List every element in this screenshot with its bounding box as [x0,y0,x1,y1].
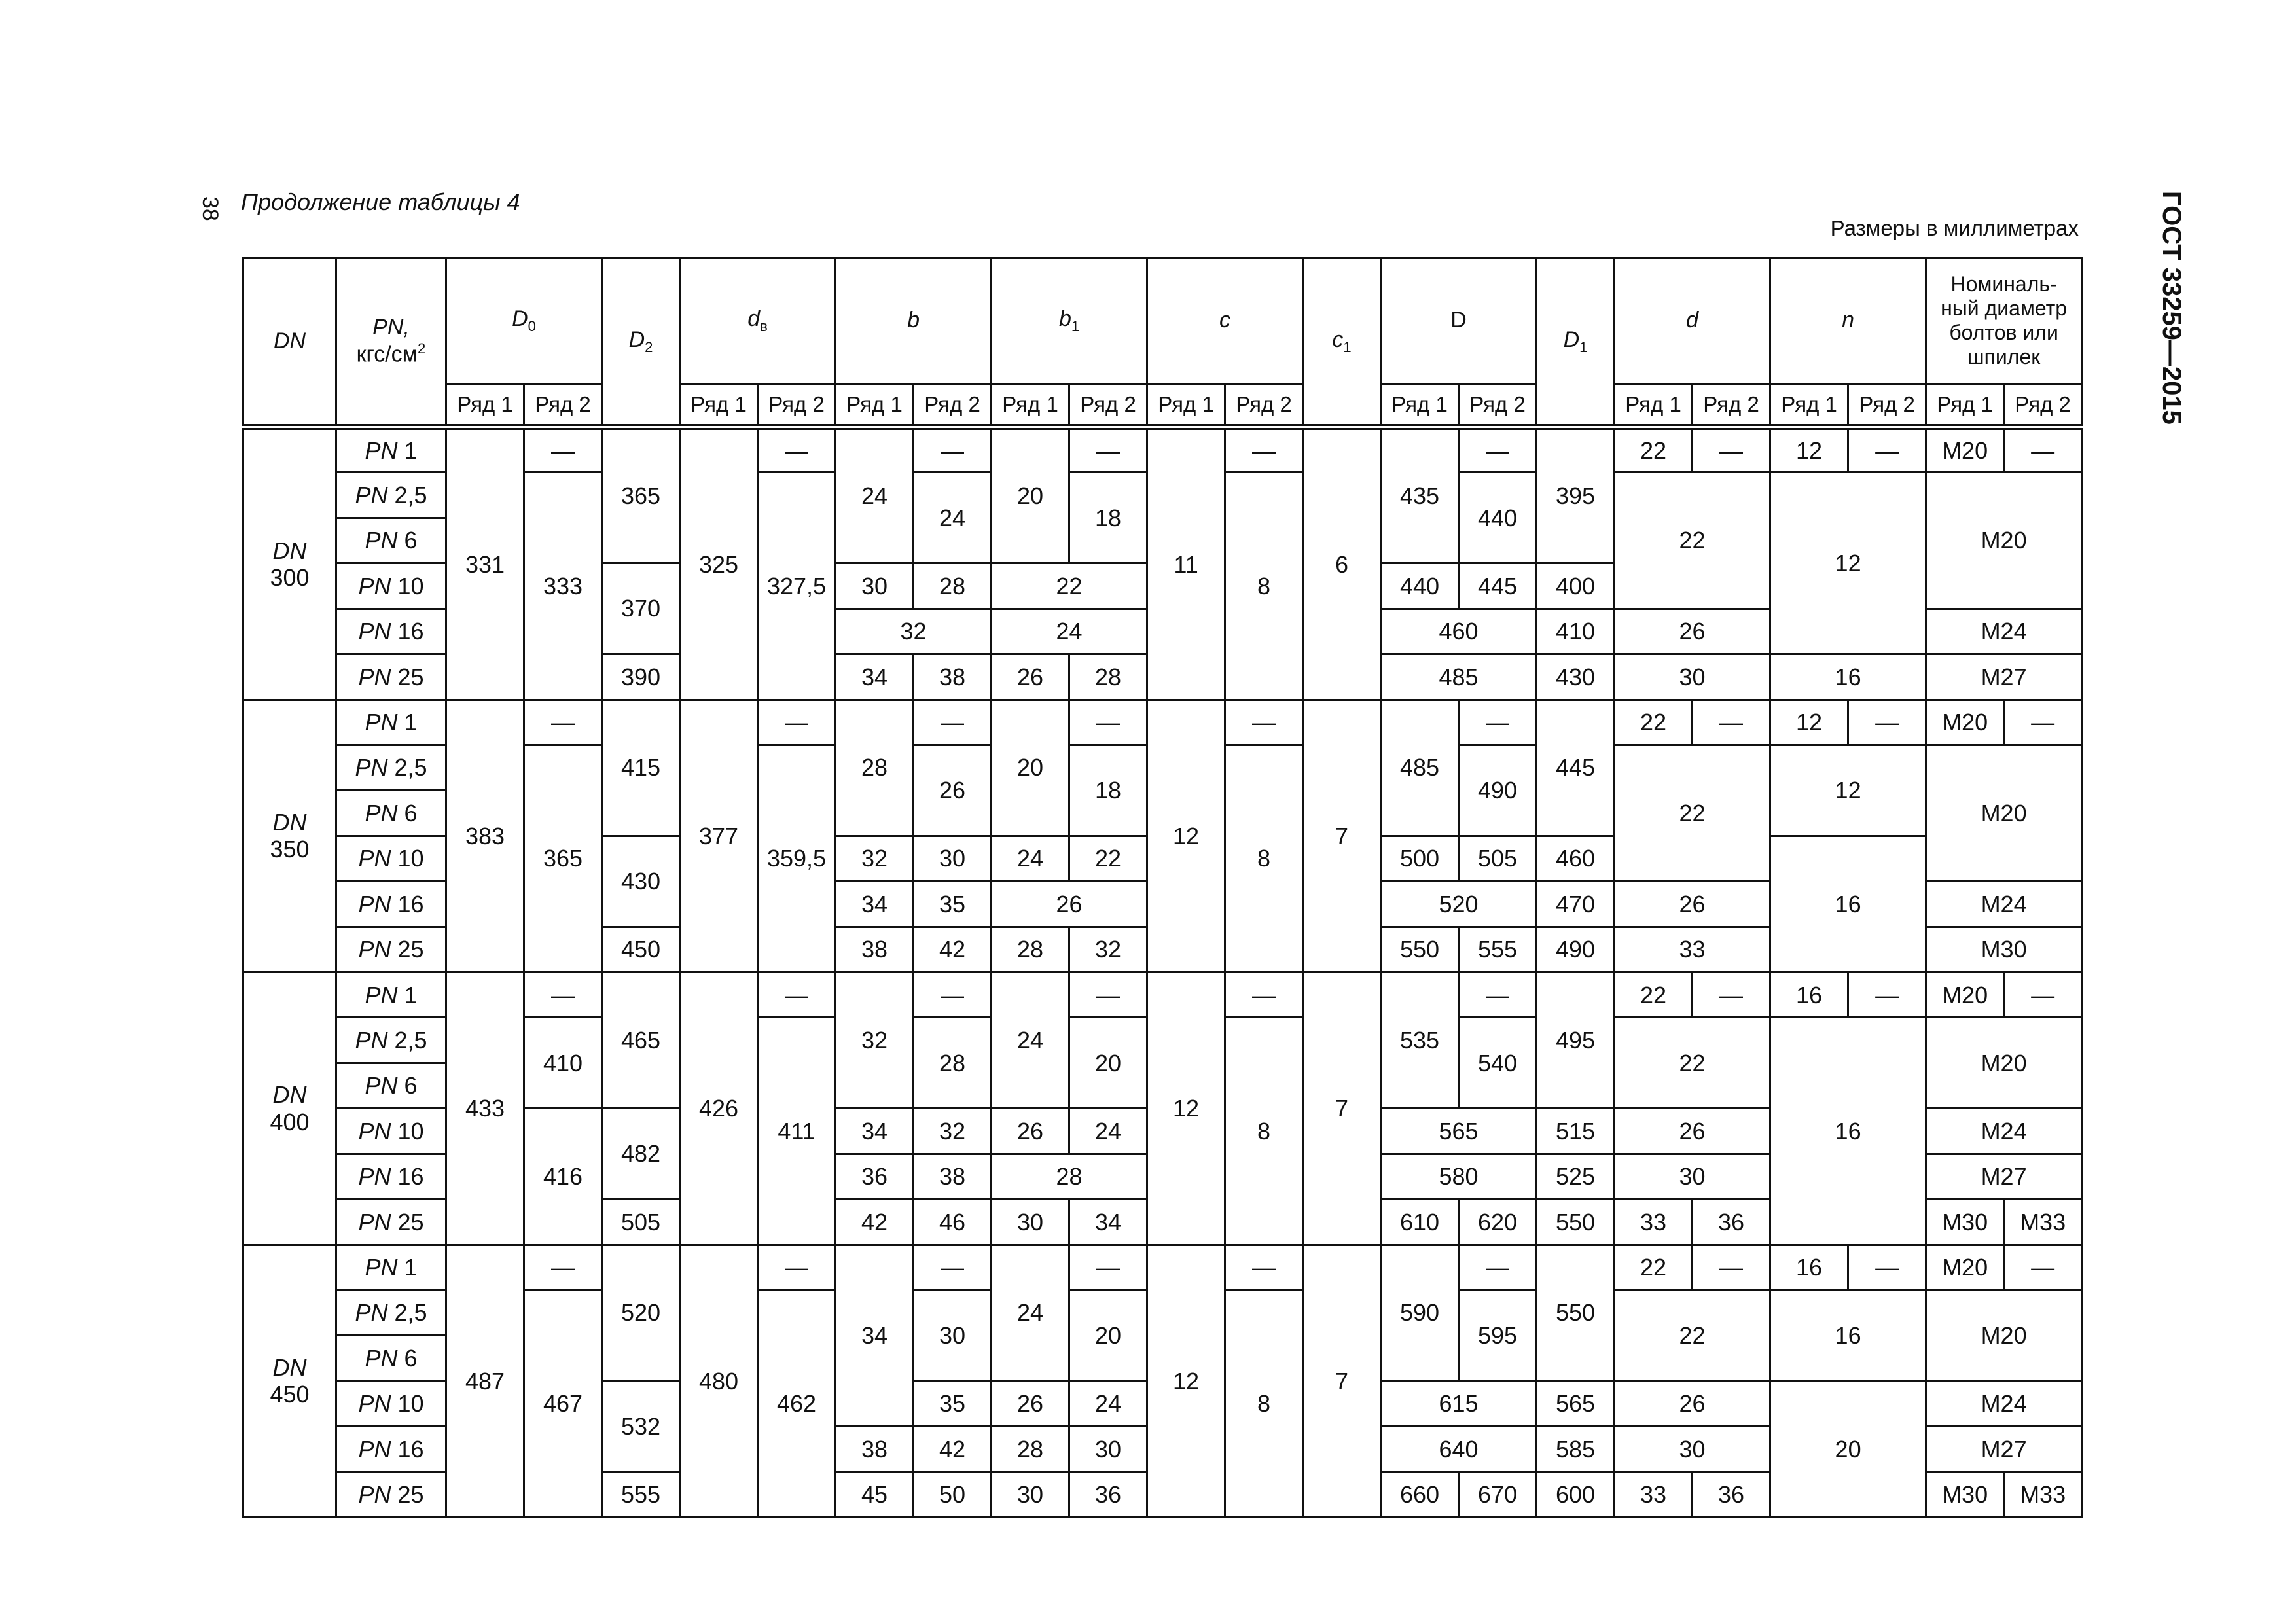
d-merged: 22 [1615,1018,1770,1109]
pn-cell: PN 10 [336,836,446,881]
b-r2: 28 [914,563,992,609]
pn-cell: PN 6 [336,518,446,563]
d0-r2: 467 [524,1290,602,1517]
b1-r1: 24 [992,972,1069,1109]
D-r2: 620 [1459,1200,1537,1245]
d0-r1: 487 [446,1245,524,1518]
d0-r1: 331 [446,427,524,700]
d-r1: 22 [1615,1245,1693,1290]
b-r2: — [914,427,992,473]
n-r2: — [1848,972,1926,1018]
units-note: Размеры в миллиметрах [1830,216,2079,240]
bolt-r1: M20 [1926,427,2004,473]
pn-cell: PN 6 [336,1063,446,1108]
d-merged: 26 [1615,882,1770,927]
group-dn-450 [243,1245,2082,1518]
dv-r2: 411 [758,1018,836,1245]
d-r2: — [1693,427,1770,473]
d2: 450 [602,927,680,972]
D1: 550 [1537,1245,1615,1381]
bolt-r2: — [2004,427,2082,473]
subheader-row1: Ряд 1 [992,384,1069,427]
dv-r2: — [758,427,836,473]
pn-cell: PN 16 [336,609,446,654]
D1: 410 [1537,609,1615,654]
b-r1: 34 [836,654,914,700]
pn-cell: PN 1 [336,972,446,1018]
pn-cell: PN 10 [336,1109,446,1154]
b-r1: 34 [836,882,914,927]
dv-r2: — [758,700,836,745]
d2: 555 [602,1472,680,1517]
header-dv: $d_в$ [680,258,836,384]
d-r2: — [1693,1245,1770,1290]
D-r2: 490 [1459,745,1537,836]
b-r1: 38 [836,927,914,972]
b1-r2: 36 [1069,1472,1147,1517]
group-dn-350 [243,700,2082,972]
b-r2: — [914,972,992,1018]
header-D: D [1381,258,1537,384]
d2: 370 [602,563,680,654]
b-r1: 24 [836,427,914,563]
dv-r1: 377 [680,700,758,972]
subheader-row1: Ряд 1 [446,384,524,427]
dv-r1: 325 [680,427,758,700]
pn-cell: PN 2,5 [336,473,446,518]
header-d0: $D_0$ [446,258,602,384]
subheader-row1: Ряд 1 [680,384,758,427]
D-merged: 520 [1381,882,1537,927]
bolt-merged: M24 [1926,1381,2082,1426]
c1: 7 [1303,1245,1381,1518]
d-merged: 22 [1615,473,1770,609]
subheader-row2: Ряд 2 [1225,384,1303,427]
d2: 465 [602,972,680,1109]
d2: 532 [602,1381,680,1472]
pn-cell: PN 16 [336,1427,446,1472]
subheader-row1: Ряд 1 [836,384,914,427]
n-merged: 12 [1770,473,1926,654]
bolt-r1: M30 [1926,1200,2004,1245]
bolt-merged: M24 [1926,882,2082,927]
d0-r2: 365 [524,745,602,972]
d2: 482 [602,1109,680,1200]
d-r2: — [1693,700,1770,745]
bolt-merged: M27 [1926,1154,2082,1199]
n-merged: 12 [1770,745,1926,836]
subheader-row1: Ряд 1 [1770,384,1848,427]
n-r1: 16 [1770,972,1848,1018]
n-merged: 16 [1770,654,1926,700]
subheader-row2: Ряд 2 [1459,384,1537,427]
bolt-merged: M20 [1926,1018,2082,1109]
header-d: d [1615,258,1770,384]
bolt-merged: M27 [1926,1427,2082,1472]
d-merged: 26 [1615,609,1770,654]
header-pn: PN, кгс/$см^2$ [336,258,446,427]
D-r1: 500 [1381,836,1459,881]
dv-r2: 327,5 [758,473,836,700]
D-merged: 460 [1381,609,1537,654]
b1-merged: 28 [992,1154,1147,1199]
D-r2: 445 [1459,563,1537,609]
b-r2: — [914,1245,992,1290]
D-r1: 535 [1381,972,1459,1109]
pn-cell: PN 10 [336,563,446,609]
D-merged: 565 [1381,1109,1537,1154]
dv-r1: 426 [680,972,758,1245]
D-r2: — [1459,1245,1537,1290]
pn-cell: PN 16 [336,882,446,927]
bolt-merged: M30 [1926,927,2082,972]
c-r1: 12 [1147,700,1225,972]
d-merged: 22 [1615,1290,1770,1381]
d-merged: 30 [1615,1427,1770,1472]
D-r1: 590 [1381,1245,1459,1381]
b-r2: 28 [914,1018,992,1109]
group-dn-300 [243,427,2082,700]
b1-r1: 28 [992,927,1069,972]
n-r1: 16 [1770,1245,1848,1290]
flange-dimensions-table [242,257,2083,1518]
d0-r2: 333 [524,473,602,700]
bolt-r1: M20 [1926,700,2004,745]
b-r2: 30 [914,1290,992,1381]
b1-r2: 34 [1069,1200,1147,1245]
D-r1: 485 [1381,700,1459,836]
b1-r1: 26 [992,1109,1069,1154]
pn-cell: PN 1 [336,700,446,745]
b-r2: 38 [914,1154,992,1199]
n-r2: — [1848,427,1926,473]
n-merged: 20 [1770,1381,1926,1517]
b-r1: 32 [836,836,914,881]
pn-cell: PN 6 [336,791,446,836]
b1-r2: 32 [1069,927,1147,972]
pn-cell: PN 25 [336,1472,446,1517]
d-merged: 22 [1615,745,1770,881]
d0-r2: — [524,700,602,745]
b1-r1: 30 [992,1200,1069,1245]
b-r2: 24 [914,473,992,563]
pn-cell: PN 2,5 [336,745,446,790]
pn-cell: PN 2,5 [336,1290,446,1335]
d2: 365 [602,427,680,563]
b1-r2: 24 [1069,1381,1147,1426]
dn-cell: DN 350 [243,700,336,972]
c1: 6 [1303,427,1381,700]
b-r2: 50 [914,1472,992,1517]
b-r1: 32 [836,972,914,1109]
b-r1: 34 [836,1109,914,1154]
D-r1: 550 [1381,927,1459,972]
bolt-r2: — [2004,700,2082,745]
d2: 430 [602,836,680,927]
d-r1: 33 [1615,1200,1693,1245]
D1: 550 [1537,1200,1615,1245]
c-r2: 8 [1225,745,1303,972]
b-r1: 28 [836,700,914,836]
n-r1: 12 [1770,700,1848,745]
n-merged: 16 [1770,836,1926,972]
b-r1: 45 [836,1472,914,1517]
b1-r2: 28 [1069,654,1147,700]
c-r2: — [1225,700,1303,745]
d2: 505 [602,1200,680,1245]
b1-r2: 30 [1069,1427,1147,1472]
d-r1: 33 [1615,1472,1693,1517]
b1-merged: 22 [992,563,1147,609]
bolt-merged: M20 [1926,1290,2082,1381]
D-r1: 660 [1381,1472,1459,1517]
bolt-r2: M33 [2004,1472,2082,1517]
n-r2: — [1848,1245,1926,1290]
D-r2: 540 [1459,1018,1537,1109]
header-c1: $c_1$ [1303,258,1381,427]
document-code: ГОСТ 33259—2015 [2157,191,2186,425]
bolt-r1: M20 [1926,1245,2004,1290]
b1-r2: — [1069,427,1147,473]
bolt-merged: M24 [1926,609,2082,654]
subheader-row1: Ряд 1 [1615,384,1693,427]
pn-cell: PN 10 [336,1381,446,1426]
d0-r1: 433 [446,972,524,1245]
d-merged: 26 [1615,1381,1770,1426]
D1: 400 [1537,563,1615,609]
c-r2: 8 [1225,1290,1303,1517]
c-r1: 11 [1147,427,1225,700]
b-r1: 42 [836,1200,914,1245]
d-r1: 22 [1615,700,1693,745]
bolt-r2: M33 [2004,1200,2082,1245]
d-merged: 26 [1615,1109,1770,1154]
b-r2: 26 [914,745,992,836]
c1: 7 [1303,700,1381,972]
header-dn: DN [243,258,336,427]
d0-r1: 383 [446,700,524,972]
D1: 515 [1537,1109,1615,1154]
D1: 445 [1537,700,1615,836]
d-r1: 22 [1615,427,1693,473]
c-r2: 8 [1225,473,1303,700]
b1-merged: 24 [992,609,1147,654]
dv-r2: 462 [758,1290,836,1517]
b1-r1: 20 [992,427,1069,563]
bolt-merged: M20 [1926,473,2082,609]
bolt-r2: — [2004,1245,2082,1290]
subheader-row2: Ряд 2 [1069,384,1147,427]
D-r2: — [1459,427,1537,473]
b-r2: 46 [914,1200,992,1245]
D-r2: 505 [1459,836,1537,881]
b1-r2: — [1069,972,1147,1018]
pn-cell: PN 2,5 [336,1018,446,1063]
b-r1: 34 [836,1245,914,1427]
subheader-row2: Ряд 2 [758,384,836,427]
subheader-row2: Ряд 2 [1848,384,1926,427]
dn-cell: DN 450 [243,1245,336,1518]
D1: 600 [1537,1472,1615,1517]
d-merged: 30 [1615,1154,1770,1199]
b-r1: 36 [836,1154,914,1199]
table-continuation-title: Продолжение таблицы 4 [241,188,520,215]
subheader-row2: Ряд 2 [2004,384,2082,427]
b1-r2: 18 [1069,745,1147,836]
D-r2: — [1459,700,1537,745]
b1-r2: — [1069,700,1147,745]
subheader-row1: Ряд 1 [1381,384,1459,427]
dv-r1: 480 [680,1245,758,1518]
D1: 525 [1537,1154,1615,1199]
D1: 430 [1537,654,1615,700]
b1-r1: 26 [992,1381,1069,1426]
d-merged: 33 [1615,927,1770,972]
d0-r2: — [524,427,602,473]
page-number: 38 [198,196,223,221]
bolt-merged: M24 [1926,1109,2082,1154]
bolt-r1: M30 [1926,1472,2004,1517]
subheader-row2: Ряд 2 [1693,384,1770,427]
dv-r2: — [758,1245,836,1290]
d0-r2: — [524,1245,602,1290]
n-r1: 12 [1770,427,1848,473]
b-r2: 32 [914,1109,992,1154]
b-r2: 42 [914,1427,992,1472]
b1-merged: 26 [992,882,1147,927]
D-r1: 440 [1381,563,1459,609]
b1-r1: 24 [992,836,1069,881]
dn-cell: DN 300 [243,427,336,700]
b-merged: 32 [836,609,992,654]
subheader-row1: Ряд 1 [1147,384,1225,427]
d-r2: — [1693,972,1770,1018]
c-r1: 12 [1147,1245,1225,1518]
bolt-merged: M27 [1926,654,2082,700]
b1-r1: 30 [992,1472,1069,1517]
b-r1: 30 [836,563,914,609]
D-r2: — [1459,972,1537,1018]
D-merged: 485 [1381,654,1537,700]
b1-r1: 20 [992,700,1069,836]
d-r2: 36 [1693,1472,1770,1517]
D1: 470 [1537,882,1615,927]
d2: 415 [602,700,680,836]
d0-r2: — [524,972,602,1018]
b1-r2: 18 [1069,473,1147,563]
b-r2: 35 [914,882,992,927]
b1-r2: 20 [1069,1290,1147,1381]
d-r2: 36 [1693,1200,1770,1245]
D1: 585 [1537,1427,1615,1472]
D1: 395 [1537,427,1615,563]
dn-cell: DN 400 [243,972,336,1245]
header-b1: $b_1$ [992,258,1147,384]
D-r2: 440 [1459,473,1537,563]
pn-cell: PN 6 [336,1336,446,1381]
D-merged: 640 [1381,1427,1537,1472]
c-r2: 8 [1225,1018,1303,1245]
n-r2: — [1848,700,1926,745]
pn-cell: PN 25 [336,1200,446,1245]
b1-r2: 20 [1069,1018,1147,1109]
subheader-row2: Ряд 2 [914,384,992,427]
b-r2: — [914,700,992,745]
pn-cell: PN 25 [336,654,446,700]
b1-r2: 22 [1069,836,1147,881]
D1: 460 [1537,836,1615,881]
d-r1: 22 [1615,972,1693,1018]
c-r1: 12 [1147,972,1225,1245]
D-r2: 670 [1459,1472,1537,1517]
D-merged: 615 [1381,1381,1537,1426]
b1-r2: 24 [1069,1109,1147,1154]
header-D1: $D_1$ [1537,258,1615,427]
bolt-merged: M20 [1926,745,2082,881]
bolt-r2: — [2004,972,2082,1018]
c-r2: — [1225,972,1303,1018]
bolt-r1: M20 [1926,972,2004,1018]
b1-r2: — [1069,1245,1147,1290]
dv-r2: 359,5 [758,745,836,972]
D-merged: 580 [1381,1154,1537,1199]
pn-cell: PN 1 [336,427,446,473]
subheader-row2: Ряд 2 [524,384,602,427]
c1: 7 [1303,972,1381,1245]
b1-r1: 26 [992,654,1069,700]
D-r2: 595 [1459,1290,1537,1381]
dv-r2: — [758,972,836,1018]
b-r1: 38 [836,1427,914,1472]
header-c: c [1147,258,1303,384]
header-b: b [836,258,992,384]
D-r1: 610 [1381,1200,1459,1245]
b-r2: 42 [914,927,992,972]
d2: 520 [602,1245,680,1381]
d0-r2: 410 [524,1018,602,1109]
D1: 495 [1537,972,1615,1109]
b1-r1: 24 [992,1245,1069,1381]
pn-cell: PN 16 [336,1154,446,1199]
b-r2: 30 [914,836,992,881]
header-bolt-diameter: Номиналь-ный диаметр болтов или шпилек [1926,258,2082,384]
d2: 390 [602,654,680,700]
c-r2: — [1225,427,1303,473]
b1-r1: 28 [992,1427,1069,1472]
n-merged: 16 [1770,1290,1926,1381]
pn-cell: PN 1 [336,1245,446,1290]
D1: 565 [1537,1381,1615,1426]
b-r2: 35 [914,1381,992,1426]
D-r2: 555 [1459,927,1537,972]
group-dn-400 [243,972,2082,1245]
c-r2: — [1225,1245,1303,1290]
D-r1: 435 [1381,427,1459,563]
b-r2: 38 [914,654,992,700]
subheader-row1: Ряд 1 [1926,384,2004,427]
D1: 490 [1537,927,1615,972]
pn-cell: PN 25 [336,927,446,972]
d-merged: 30 [1615,654,1770,700]
header-d2: $D_2$ [602,258,680,427]
header-n: n [1770,258,1926,384]
d0-r2: 416 [524,1109,602,1245]
n-merged: 16 [1770,1018,1926,1245]
